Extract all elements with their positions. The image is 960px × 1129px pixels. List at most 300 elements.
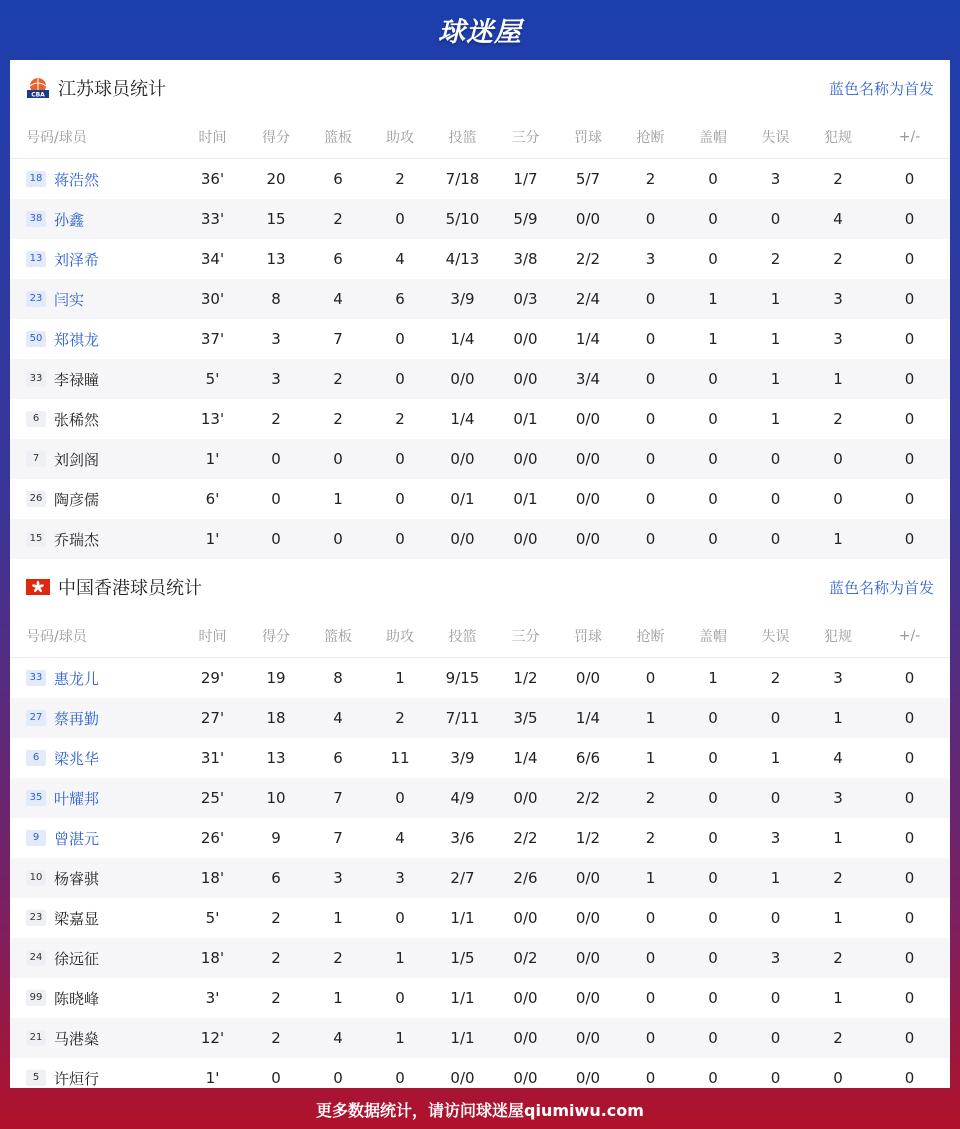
player-cell — [10, 319, 180, 359]
player-cell — [10, 279, 180, 319]
stat-cell: 1 — [770, 410, 781, 428]
stat-cell: 3 — [271, 330, 281, 348]
jersey-number: 10 — [26, 870, 46, 886]
table-row — [10, 658, 950, 699]
stat-cell: 18' — [180, 858, 245, 898]
jersey-number: 38 — [26, 211, 46, 227]
stat-cell: 0 — [744, 778, 807, 818]
column-header: 篮板 — [307, 615, 369, 658]
stat-cell: 0 — [744, 439, 807, 479]
player-name: 马港燊 — [54, 1029, 100, 1048]
stat-cell: 1' — [180, 439, 245, 479]
stat-cell: 0 — [369, 359, 431, 399]
team-section-header — [10, 60, 950, 116]
stat-cell: 0 — [619, 279, 682, 319]
stat-cell: 15 — [245, 199, 307, 239]
stat-cell: 0 — [904, 829, 915, 847]
column-header: +/- — [869, 116, 950, 159]
column-header: 得分 — [245, 116, 307, 159]
stat-cell: 13 — [266, 749, 286, 767]
stat-cell: 2/7 — [431, 858, 494, 898]
stat-cell: 1' — [180, 519, 245, 559]
stat-cell: 0 — [770, 1069, 781, 1087]
stat-cell: 0 — [369, 199, 431, 239]
table-row — [10, 698, 950, 738]
player-cell — [10, 439, 180, 479]
column-header: 投篮 — [431, 116, 494, 159]
team-title — [26, 574, 202, 600]
player-cell — [10, 479, 180, 519]
player-cell — [10, 858, 180, 898]
stat-cell: 1 — [369, 1018, 431, 1058]
stat-cell: 0/0 — [494, 439, 557, 479]
stat-cell: 0 — [904, 989, 915, 1007]
stat-cell: 6 — [369, 279, 431, 319]
stat-cell: 0/2 — [494, 938, 557, 978]
starter-legend: 蓝色名称为首发 — [828, 79, 934, 98]
stat-cell: 3 — [833, 669, 843, 687]
stat-cell: 0 — [682, 199, 744, 239]
stat-cell: 7 — [307, 778, 369, 818]
stat-cell: 1 — [833, 909, 843, 927]
jersey-number: 7 — [26, 451, 46, 467]
stat-cell: 0/0 — [575, 1069, 601, 1087]
stat-cell: 0/0 — [494, 778, 557, 818]
stat-cell: 0/0 — [431, 359, 494, 399]
team-title-text: 中国香港球员统计 — [58, 578, 202, 599]
stat-cell: 1 — [770, 749, 781, 767]
stat-cell: 0 — [245, 519, 307, 559]
stat-cell: 19 — [266, 669, 286, 687]
stat-cell: 4/9 — [431, 778, 494, 818]
table-row — [10, 738, 950, 778]
stat-cell: 0/0 — [494, 1018, 557, 1058]
column-header: 时间 — [180, 615, 245, 658]
column-header: 犯规 — [807, 615, 869, 658]
stat-cell: 0/0 — [431, 519, 494, 559]
stat-cell: 1 — [619, 698, 682, 738]
stat-cell: 0 — [245, 439, 307, 479]
stat-cell: 0 — [395, 989, 405, 1007]
table-row — [10, 1058, 950, 1088]
stat-cell: 0 — [708, 250, 718, 268]
stat-cell: 0 — [645, 909, 656, 927]
stat-cell: 31' — [200, 749, 225, 767]
stat-cell: 3 — [770, 829, 781, 847]
table-row — [10, 978, 950, 1018]
stat-cell: 2 — [833, 250, 843, 268]
stat-cell: 13 — [266, 250, 286, 268]
stat-cell: 1 — [619, 858, 682, 898]
stat-cell: 25' — [180, 778, 245, 818]
jersey-number: 21 — [26, 1030, 46, 1046]
stat-cell: 1/2 — [575, 829, 601, 847]
stat-cell: 1 — [807, 359, 869, 399]
stat-cell: 0 — [770, 909, 781, 927]
stat-cell: 0 — [904, 669, 915, 687]
stat-cell: 0 — [395, 909, 405, 927]
stat-cell: 3 — [307, 858, 369, 898]
stat-cell: 5/7 — [575, 170, 601, 188]
jersey-number: 6 — [26, 750, 46, 766]
player-name: 乔瑞杰 — [54, 530, 100, 549]
stat-cell: 1 — [645, 749, 656, 767]
stat-cell: 0 — [682, 698, 744, 738]
stat-cell: 1 — [833, 989, 843, 1007]
footer-text: 更多数据统计，请访问球迷屋qiumiwu.com — [316, 1100, 644, 1120]
stat-cell: 0 — [645, 669, 656, 687]
player-name: 曾湛元 — [54, 829, 100, 848]
player-name: 郑祺龙 — [54, 330, 100, 349]
stat-cell: 2/2 — [557, 778, 619, 818]
jersey-number: 33 — [26, 371, 46, 387]
stat-cell: 0 — [869, 698, 950, 738]
stat-cell: 2/2 — [575, 250, 601, 268]
stat-cell: 6 — [333, 749, 343, 767]
stat-cell: 0 — [904, 490, 915, 508]
stat-cell: 3 — [744, 938, 807, 978]
stat-cell: 1/4 — [513, 749, 538, 767]
player-name: 张稀然 — [54, 410, 100, 429]
stat-cell: 0 — [645, 410, 656, 428]
stat-cell: 1/4 — [450, 410, 475, 428]
player-cell — [10, 898, 180, 938]
stat-cell: 2 — [770, 669, 781, 687]
stat-cell: 0 — [708, 410, 718, 428]
stat-cell: 20 — [266, 170, 286, 188]
stat-cell: 0 — [369, 439, 431, 479]
stat-cell: 4 — [307, 279, 369, 319]
stat-cell: 0/0 — [513, 330, 538, 348]
jersey-number: 27 — [26, 710, 46, 726]
player-cell — [10, 519, 180, 559]
stat-cell: 0 — [369, 519, 431, 559]
stat-cell: 1 — [333, 909, 343, 927]
stat-cell: 0/1 — [450, 490, 475, 508]
stat-cell: 0 — [645, 1069, 656, 1087]
player-name: 蔡再勤 — [54, 709, 100, 728]
stat-cell: 7 — [333, 330, 343, 348]
stat-cell: 2 — [395, 170, 405, 188]
stat-cell: 0 — [682, 519, 744, 559]
stat-cell: 2 — [333, 410, 343, 428]
stat-cell: 7/18 — [445, 170, 480, 188]
stat-cell: 33' — [180, 199, 245, 239]
stat-cell: 0 — [619, 1018, 682, 1058]
stat-cell: 34' — [200, 250, 225, 268]
stat-cell: 0 — [708, 490, 718, 508]
jersey-number: 50 — [26, 331, 46, 347]
column-header: 失误 — [744, 116, 807, 159]
stat-cell: 0 — [869, 199, 950, 239]
table-row — [10, 479, 950, 519]
stat-cell: 18' — [180, 938, 245, 978]
jersey-number: 23 — [26, 291, 46, 307]
table-row — [10, 519, 950, 559]
stat-cell: 0 — [307, 519, 369, 559]
stat-cell: 0 — [682, 938, 744, 978]
stat-cell: 1/4 — [557, 698, 619, 738]
stat-cell: 0 — [682, 858, 744, 898]
table-row — [10, 279, 950, 319]
stat-cell: 2 — [619, 778, 682, 818]
stat-cell: 0 — [708, 989, 718, 1007]
stat-cell: 0 — [833, 490, 843, 508]
jersey-number: 5 — [26, 1070, 46, 1086]
player-cell — [10, 159, 180, 200]
stat-cell: 0 — [869, 858, 950, 898]
stat-cell: 13' — [200, 410, 225, 428]
column-header: 三分 — [494, 615, 557, 658]
stat-cell: 2 — [307, 199, 369, 239]
cba-logo-icon — [26, 77, 50, 99]
stat-cell: 0 — [904, 170, 915, 188]
jersey-number: 18 — [26, 171, 46, 187]
stat-cell: 0/0 — [575, 669, 601, 687]
table-row — [10, 399, 950, 439]
stat-cell: 0/0 — [431, 439, 494, 479]
stat-cell: 1 — [744, 279, 807, 319]
table-row — [10, 778, 950, 818]
top-banner — [0, 0, 960, 58]
stat-cell: 0/0 — [513, 989, 538, 1007]
player-stats-table — [10, 116, 950, 559]
stat-cell: 3 — [645, 250, 656, 268]
player-name: 陶彦儒 — [54, 490, 100, 509]
stat-cell: 1/4 — [450, 330, 475, 348]
player-cell — [10, 658, 180, 699]
stat-cell: 30' — [180, 279, 245, 319]
stat-cell: 36' — [200, 170, 225, 188]
svg-text:CBA: CBA — [31, 91, 45, 99]
stat-cell: 0 — [869, 359, 950, 399]
stat-cell: 7/11 — [431, 698, 494, 738]
column-header: 助攻 — [369, 615, 431, 658]
player-name: 孙鑫 — [54, 210, 85, 229]
player-cell — [10, 399, 180, 439]
stat-cell: 0 — [904, 330, 915, 348]
stat-cell: 2 — [807, 1018, 869, 1058]
stat-cell: 4 — [395, 250, 405, 268]
stat-cell: 0 — [395, 490, 405, 508]
stat-cell: 6/6 — [575, 749, 601, 767]
stat-cell: 2 — [245, 1018, 307, 1058]
stat-cell: 1/1 — [431, 1018, 494, 1058]
column-header: 三分 — [494, 116, 557, 159]
stat-cell: 4 — [833, 749, 843, 767]
stat-cell: 0/0 — [575, 490, 601, 508]
stat-cell: 0/0 — [557, 938, 619, 978]
stat-cell: 0 — [708, 909, 718, 927]
stat-cell: 1 — [682, 279, 744, 319]
stat-cell: 2 — [395, 410, 405, 428]
stat-cell: 29' — [200, 669, 225, 687]
stat-cell: 1 — [807, 519, 869, 559]
stat-cell: 0 — [708, 829, 718, 847]
stat-cell: 5/10 — [431, 199, 494, 239]
column-header: 罚球 — [557, 615, 619, 658]
stat-cell: 0/0 — [513, 909, 538, 927]
stat-cell: 18 — [245, 698, 307, 738]
stat-cell: 1' — [205, 1069, 220, 1087]
column-header: 篮板 — [307, 116, 369, 159]
stat-cell: 0 — [869, 778, 950, 818]
stat-cell: 2 — [645, 829, 656, 847]
column-header: 得分 — [245, 615, 307, 658]
stat-cell: 0 — [869, 519, 950, 559]
table-row — [10, 898, 950, 938]
player-cell — [10, 1018, 180, 1058]
column-header: 犯规 — [807, 116, 869, 159]
stat-cell: 1 — [770, 330, 781, 348]
stat-cell: 6 — [245, 858, 307, 898]
stat-cell: 8 — [245, 279, 307, 319]
stat-cell: 0 — [807, 439, 869, 479]
stat-cell: 2 — [307, 938, 369, 978]
stat-cell: 0/0 — [513, 1069, 538, 1087]
stat-cell: 0 — [904, 1069, 915, 1087]
stat-cell: 2 — [271, 410, 281, 428]
stat-cell: 1/5 — [431, 938, 494, 978]
stat-cell: 1/2 — [513, 669, 538, 687]
team-title-text: 江苏球员统计 — [58, 79, 166, 100]
stat-cell: 2/4 — [557, 279, 619, 319]
stat-cell: 1 — [807, 698, 869, 738]
stat-cell: 7 — [333, 829, 343, 847]
stat-cell: 3/4 — [557, 359, 619, 399]
stat-cell: 9/15 — [445, 669, 480, 687]
stat-cell: 2 — [245, 938, 307, 978]
stat-cell: 2 — [807, 938, 869, 978]
stat-cell: 0/0 — [494, 519, 557, 559]
stat-cell: 6 — [333, 170, 343, 188]
stat-cell: 4 — [395, 829, 405, 847]
jersey-number: 15 — [26, 531, 46, 547]
stat-cell: 2 — [807, 858, 869, 898]
stat-cell: 4 — [807, 199, 869, 239]
stat-cell: 0 — [904, 909, 915, 927]
stat-cell: 0/0 — [557, 1018, 619, 1058]
stat-cell: 3/8 — [513, 250, 538, 268]
table-row — [10, 319, 950, 359]
player-name: 闫实 — [54, 290, 85, 309]
column-header: 罚球 — [557, 116, 619, 159]
player-name: 李禄瞳 — [54, 370, 100, 389]
stat-cell: 3 — [807, 279, 869, 319]
stat-cell: 0 — [619, 938, 682, 978]
stat-cell: 0 — [682, 778, 744, 818]
player-cell — [10, 359, 180, 399]
stat-cell: 3' — [205, 989, 220, 1007]
stat-cell: 2 — [645, 170, 656, 188]
stat-cell: 4 — [307, 698, 369, 738]
jersey-number: 13 — [26, 251, 46, 267]
stat-cell: 1/7 — [513, 170, 538, 188]
stat-cell: 0 — [395, 330, 405, 348]
stat-cell: 0 — [708, 749, 718, 767]
stat-cell: 1 — [395, 669, 405, 687]
player-name: 梁嘉显 — [54, 909, 100, 928]
stat-cell: 2 — [369, 698, 431, 738]
stat-cell: 0 — [619, 519, 682, 559]
team-title — [26, 75, 166, 101]
table-header-row — [10, 116, 950, 159]
stat-cell: 10 — [245, 778, 307, 818]
stat-cell: 0 — [619, 439, 682, 479]
player-name: 惠龙儿 — [54, 669, 100, 688]
stat-cell: 0 — [744, 1018, 807, 1058]
column-header: 盖帽 — [682, 116, 744, 159]
stat-cell: 0 — [744, 698, 807, 738]
stat-cell: 2 — [833, 410, 843, 428]
stat-cell: 2 — [833, 170, 843, 188]
player-name: 徐远征 — [54, 949, 100, 968]
stat-cell: 0 — [682, 1018, 744, 1058]
stat-cell: 4 — [307, 1018, 369, 1058]
stats-card — [10, 60, 950, 1088]
starter-legend: 蓝色名称为首发 — [828, 578, 934, 597]
stat-cell: 12' — [180, 1018, 245, 1058]
stat-cell: 1/1 — [450, 989, 475, 1007]
stat-cell: 0/0 — [575, 989, 601, 1007]
player-cell — [10, 199, 180, 239]
stat-cell: 2/6 — [494, 858, 557, 898]
stat-cell: 3 — [369, 858, 431, 898]
stat-cell: 0 — [682, 359, 744, 399]
table-row — [10, 239, 950, 279]
table-row — [10, 1018, 950, 1058]
jersey-number: 24 — [26, 950, 46, 966]
hong-kong-flag-icon — [26, 579, 50, 595]
stat-cell: 3/6 — [450, 829, 475, 847]
stat-cell: 3 — [770, 170, 781, 188]
stat-cell: 1 — [333, 989, 343, 1007]
stat-cell: 37' — [200, 330, 225, 348]
table-row — [10, 439, 950, 479]
stat-cell: 0/3 — [494, 279, 557, 319]
jersey-number: 33 — [26, 670, 46, 686]
stat-cell: 0 — [333, 1069, 343, 1087]
jersey-number: 35 — [26, 790, 46, 806]
stat-cell: 1/4 — [575, 330, 601, 348]
player-stats-table — [10, 615, 950, 1088]
stat-cell: 1 — [708, 669, 718, 687]
stat-cell: 0/0 — [450, 1069, 475, 1087]
column-header: 失误 — [744, 615, 807, 658]
stat-cell: 5' — [180, 359, 245, 399]
stat-cell: 0 — [869, 1018, 950, 1058]
column-header: 投篮 — [431, 615, 494, 658]
stat-cell: 0/0 — [494, 359, 557, 399]
jersey-number: 99 — [26, 990, 46, 1006]
stat-cell: 0 — [645, 989, 656, 1007]
stat-cell: 1 — [369, 938, 431, 978]
stat-cell: 0 — [770, 989, 781, 1007]
stat-cell: 3/9 — [450, 749, 475, 767]
stat-cell: 0 — [833, 1069, 843, 1087]
stat-cell: 1 — [744, 858, 807, 898]
stat-cell: 8 — [333, 669, 343, 687]
stat-cell: 5/9 — [494, 199, 557, 239]
stat-cell: 3/5 — [494, 698, 557, 738]
stat-cell: 2/2 — [513, 829, 538, 847]
footer-banner — [0, 1089, 960, 1129]
table-header-row — [10, 615, 950, 658]
player-name: 叶耀邦 — [54, 789, 100, 808]
column-header: 号码/球员 — [10, 116, 180, 159]
player-name: 杨睿骐 — [54, 869, 100, 888]
player-name: 刘泽希 — [54, 250, 100, 269]
